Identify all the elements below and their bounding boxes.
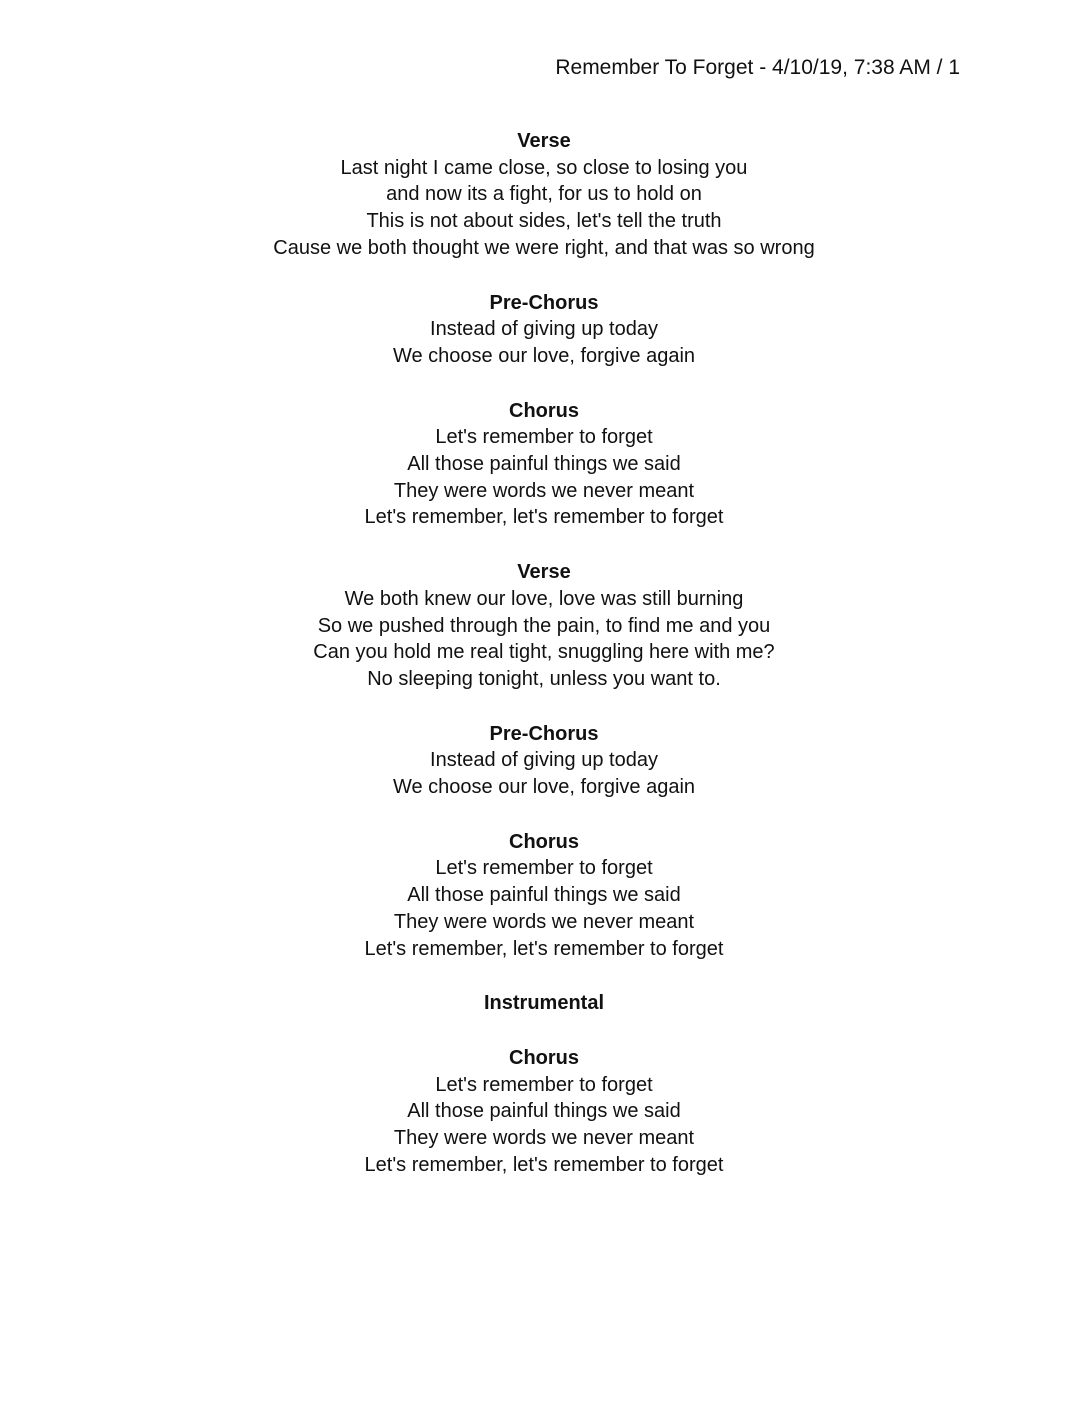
lyric-line: Let's remember, let's remember to forget — [364, 1153, 724, 1176]
lyric-line: All those painful things we said — [407, 884, 681, 907]
lyric-line: Let's remember, let's remember to forget — [364, 506, 724, 529]
lyric-line: All those painful things we said — [407, 453, 681, 476]
section-chorus — [0, 398, 1088, 532]
lyric-line: They were words we never meant — [393, 1127, 695, 1150]
page-header: Remember To Forget - 4/10/19, 7:38 AM / 1 — [555, 56, 960, 79]
lyric-line: Let's remember to forget — [435, 426, 653, 449]
lyric-line: Let's remember to forget — [435, 857, 653, 880]
lyric-line: We choose our love, forgive again — [392, 776, 696, 799]
section-title: Chorus — [509, 399, 579, 422]
lyric-line: They were words we never meant — [393, 479, 695, 502]
section-pre-chorus — [0, 721, 1088, 801]
section-title: Verse — [517, 561, 571, 584]
lyric-line: This is not about sides, let's tell the truth — [366, 210, 722, 233]
section-title: Pre-Chorus — [489, 291, 599, 314]
lyric-line: and now its a fight, for us to hold on — [386, 183, 702, 206]
section-instrumental — [0, 990, 1088, 1017]
lyric-line: Can you hold me real tight, snuggling here with me? — [313, 641, 775, 664]
section-title: Chorus — [509, 1046, 579, 1069]
lyric-line: Last night I came close, so close to losing you — [340, 156, 748, 179]
section-verse — [0, 559, 1088, 693]
lyric-line: No sleeping tonight, unless you want to. — [367, 667, 721, 690]
section-title: Chorus — [509, 830, 579, 853]
section-title: Verse — [517, 130, 571, 152]
section-chorus — [0, 1045, 1088, 1179]
lyric-line: We choose our love, forgive again — [392, 344, 696, 367]
lyric-line: Instead of giving up today — [430, 749, 658, 772]
lyrics-body — [0, 128, 1088, 1207]
section-title: Instrumental — [483, 992, 605, 1015]
lyric-line: Cause we both thought we were right, and that was so wrong — [273, 236, 815, 259]
lyric-line: All those painful things we said — [407, 1100, 681, 1123]
lyric-line: So we pushed through the pain, to find me and you — [317, 614, 771, 637]
lyric-line: We both knew our love, love was still burning — [344, 587, 744, 610]
section-title: Pre-Chorus — [489, 722, 599, 745]
lyric-line: Let's remember, let's remember to forget — [364, 937, 724, 960]
section-verse — [0, 128, 1088, 262]
lyric-line: Let's remember to forget — [435, 1073, 653, 1096]
lyric-line: Instead of giving up today — [430, 318, 658, 341]
section-pre-chorus — [0, 290, 1088, 370]
lyric-line: They were words we never meant — [393, 910, 695, 933]
section-chorus — [0, 829, 1088, 963]
